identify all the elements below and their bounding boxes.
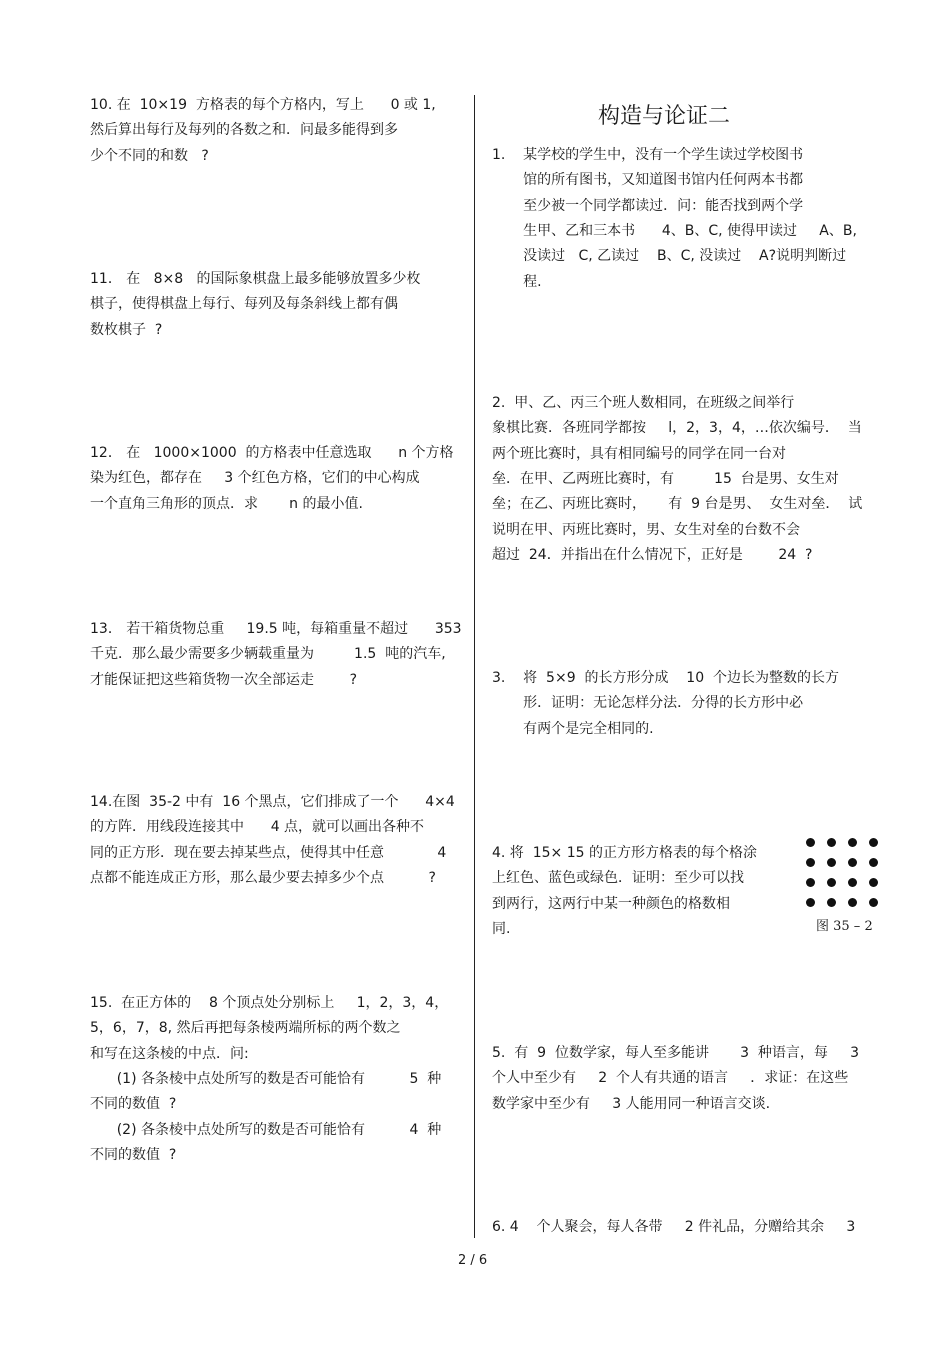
problem-p3-line: 有两个是完全相同的.: [492, 721, 654, 737]
problem-q15-line: 不同的数值 ?: [90, 1147, 177, 1163]
problem-q10-line: 少个不同的和数 ?: [90, 148, 209, 164]
grid-dot: [806, 898, 815, 907]
problem-q15-line: 5，6，7，8, 然后再把每条棱两端所标的两个数之: [90, 1020, 401, 1036]
problem-q12-line: 染为红色，都存在 3 个红色方格，它们的中心构成: [90, 470, 420, 486]
grid-dot: [848, 878, 857, 887]
problem-q15-line: (1) 各条棱中点处所写的数是否可能恰有 5 种: [90, 1071, 442, 1087]
problem-p1-line: 生甲、乙和三本书 4、B、C, 使得甲读过 A、B,: [492, 223, 857, 239]
grid-dot: [827, 838, 836, 847]
grid-dot: [806, 878, 815, 887]
grid-dot: [827, 898, 836, 907]
problem-p4-line: 4. 将 15× 15 的正方形方格表的每个格涂: [492, 845, 757, 861]
problem-p2-line: 说明在甲、丙班比赛时，男、女生对垒的台数不会: [492, 522, 800, 538]
problem-q11-line: 数枚棋子 ?: [90, 322, 163, 338]
problem-q13-line: 才能保证把这些箱货物一次全部运走 ?: [90, 672, 358, 688]
grid-dot: [806, 838, 815, 847]
problem-q14-line: 14.在图 35-2 中有 16 个黑点，它们排成了一个 4×4: [90, 794, 455, 810]
problem-p1-line: 程.: [492, 274, 542, 290]
problem-q14-line: 同的正方形．现在要去掉某些点，使得其中任意 4: [90, 845, 447, 861]
grid-dot: [827, 878, 836, 887]
problem-p1-line: 没读过 C, 乙读过 B、C, 没读过 A?说明判断过: [492, 248, 847, 264]
grid-dot: [806, 858, 815, 867]
grid-dot: [869, 838, 878, 847]
grid-dot: [869, 898, 878, 907]
problem-q12-line: 一个直角三角形的顶点．求 n 的最小值.: [90, 496, 363, 512]
problem-p3-line: 形．证明：无论怎样分法．分得的长方形中必: [492, 695, 804, 711]
problem-q14-line: 点都不能连成正方形，那么最少要去掉多少个点 ?: [90, 870, 436, 886]
problem-q11-line: 棋子，使得棋盘上每行、每列及每条斜线上都有偶: [90, 296, 398, 312]
problem-q15-line: 15. 在正方体的 8 个顶点处分别标上 1，2，3，4，: [90, 995, 449, 1011]
problem-p2-line: 垒；在乙、丙班比赛时， 有 9 台是男、 女生对垒． 试: [492, 496, 863, 512]
problem-p3-line: 3. 将 5×9 的长方形分成 10 个边长为整数的长方: [492, 670, 840, 686]
problem-p6-line: 6. 4 个人聚会，每人各带 2 件礼品，分赠给其余 3: [492, 1219, 856, 1235]
problem-q15-line: 不同的数值 ?: [90, 1096, 177, 1112]
grid-dot: [848, 858, 857, 867]
column-divider: [474, 95, 475, 1238]
problem-p5-line: 5. 有 9 位数学家，每人至多能讲 3 种语言，每 3: [492, 1045, 860, 1061]
problem-p2-line: 超过 24．并指出在什么情况下，正好是 24 ?: [492, 547, 813, 563]
problem-q13-line: 13． 若干箱货物总重 19.5 吨，每箱重量不超过 353: [90, 621, 462, 637]
dot-grid-figure: [806, 838, 884, 916]
grid-dot: [869, 858, 878, 867]
problem-p2-line: 垒．在甲、乙两班比赛时，有 15 台是男、女生对: [492, 471, 839, 487]
problem-p4-line: 上红色、蓝色或绿色．证明：至少可以找: [492, 870, 744, 886]
problem-q10-line: 10. 在 10×19 方格表的每个方格内，写上 0 或 1,: [90, 97, 436, 113]
problem-p1-line: 1. 某学校的学生中，没有一个学生读过学校图书: [492, 147, 804, 163]
problem-q15-line: (2) 各条棱中点处所写的数是否可能恰有 4 种: [90, 1122, 442, 1138]
problem-p2-line: 象棋比赛．各班同学都按 l，2，3，4，…依次编号． 当: [492, 420, 862, 436]
problem-p2-line: 两个班比赛时，具有相同编号的同学在同一台对: [492, 446, 786, 462]
problem-p1-line: 馆的所有图书，又知道图书馆内任何两本书都: [492, 172, 804, 188]
page-title: 构造与论证二: [598, 104, 731, 129]
grid-dot: [848, 898, 857, 907]
problem-q12-line: 12． 在 1000×1000 的方格表中任意选取 n 个方格: [90, 445, 454, 461]
grid-dot: [827, 858, 836, 867]
problem-p1-line: 至少被一个同学都读过．问：能否找到两个学: [492, 198, 804, 214]
problem-q14-line: 的方阵．用线段连接其中 4 点，就可以画出各种不: [90, 819, 425, 835]
problem-p5-line: 数学家中至少有 3 人能用同一种语言交谈.: [492, 1096, 771, 1112]
problem-q13-line: 千克．那么最少需要多少辆载重量为 1.5 吨的汽车,: [90, 646, 446, 662]
figure-caption: 图 35 – 2: [816, 919, 873, 934]
problem-p5-line: 个人中至少有 2 个人有共通的语言 ．求证：在这些: [492, 1070, 849, 1086]
problem-q15-line: 和写在这条棱的中点．问:: [90, 1046, 249, 1062]
problem-q11-line: 11． 在 8×8 的国际象棋盘上最多能够放置多少枚: [90, 271, 421, 287]
grid-dot: [848, 838, 857, 847]
grid-dot: [869, 878, 878, 887]
problem-p4-line: 同.: [492, 921, 511, 937]
problem-p2-line: 2. 甲、乙、丙三个班人数相同，在班级之间举行: [492, 395, 795, 411]
problem-p4-line: 到两行，这两行中某一种颜色的格数相: [492, 896, 730, 912]
problem-q10-line: 然后算出每行及每列的各数之和．问最多能得到多: [90, 122, 398, 138]
page-number: 2 / 6: [458, 1253, 488, 1268]
